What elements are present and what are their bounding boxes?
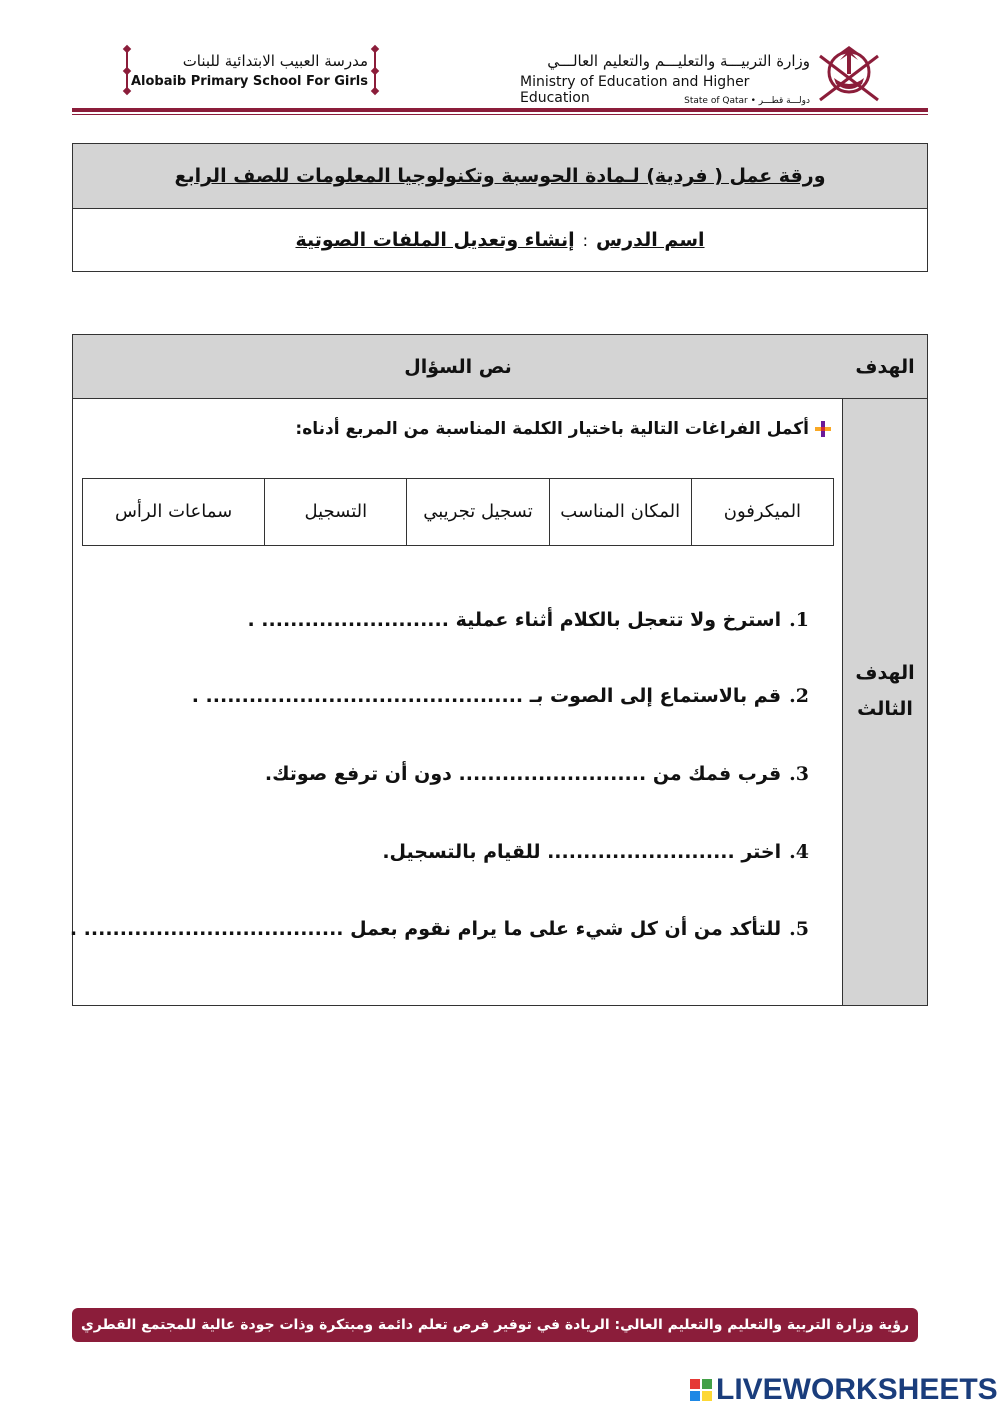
question-text: للتأكد من أن كل شيء على ما يرام نقوم بعمل .................................... . xyxy=(69,918,782,940)
question-text: قم بالاستماع إلى الصوت بـ ............................................ . xyxy=(191,685,782,707)
question-2[interactable] xyxy=(192,685,809,707)
word-bank xyxy=(82,478,834,546)
lesson-label: اسم الدرس xyxy=(596,229,705,251)
worksheet-title: ورقة عمل ( فردية) لـمادة الحوسبة وتكنولوجيا المعلومات للصف الرابع xyxy=(174,165,826,187)
liveworksheets-logo-icon xyxy=(690,1379,712,1401)
question-number: 3. xyxy=(789,763,809,785)
ministry-name-arabic: وزارة التربيـــة والتعليـــم والتعليم العالـــي xyxy=(547,52,810,70)
word-bank-item: الميكرفون xyxy=(691,479,833,545)
question-number: 5. xyxy=(789,918,809,940)
question-1[interactable] xyxy=(247,609,809,631)
question-number: 2. xyxy=(789,685,809,707)
liveworksheets-watermark xyxy=(690,1370,998,1410)
worksheet-title-box xyxy=(72,143,928,272)
ministry-name-english: Ministry of Education and Higher Education xyxy=(520,74,750,106)
title-row xyxy=(73,144,927,209)
vision-text: رؤية وزارة التربية والتعليم والتعليم العالي: الريادة في توفير فرص تعلم دائمة ومبتكرة وذات جودة عالية للمجتمع القطري xyxy=(80,1317,910,1333)
school-name-english: Alobaib Primary School For Girls xyxy=(130,74,368,89)
word-bank-item: المكان المناسب xyxy=(549,479,691,545)
goal-column-header: الهدف xyxy=(843,335,927,399)
school-name-arabic: مدرسة العبيب الابتدائية للبنات xyxy=(182,52,368,70)
question-5[interactable] xyxy=(70,918,809,940)
lesson-separator: : xyxy=(582,230,589,250)
question-4[interactable] xyxy=(382,841,809,863)
qatar-emblem-icon xyxy=(814,36,884,108)
question-3[interactable] xyxy=(265,763,809,785)
word-bank-item: سماعات الرأس xyxy=(114,501,233,522)
vision-footer xyxy=(72,1308,918,1342)
question-table xyxy=(69,334,928,1006)
instruction xyxy=(295,419,831,439)
state-label: State of Qatar • دولـــة قطـــر xyxy=(684,96,810,106)
question-number: 4. xyxy=(789,841,809,863)
instruction-text: أكمل الفراغات التالية باختيار الكلمة المناسبة من المربع أدناه: xyxy=(295,419,809,439)
ornament-diamond xyxy=(371,67,379,75)
ornament-diamond xyxy=(123,45,131,53)
watermark-text: LIVEWORKSHEETS xyxy=(716,1373,998,1406)
ministry-header xyxy=(520,38,820,110)
ornament-diamond xyxy=(371,45,379,53)
header-rule-thin xyxy=(72,114,928,115)
question-text: قرب فمك من .......................... دون أن ترفع صوتك. xyxy=(264,763,782,785)
ornament-diamond xyxy=(371,87,379,95)
school-header xyxy=(112,46,388,96)
word-bank-item: تسجيل تجريبي xyxy=(406,479,548,545)
goal-value-line2: الثالث xyxy=(857,698,913,720)
goal-value-line1: الهدف xyxy=(855,662,915,684)
question-text: اختر .......................... للقيام بالتسجيل. xyxy=(382,841,782,863)
plus-bullet-icon xyxy=(815,421,831,437)
header-rule xyxy=(72,108,928,112)
question-number: 1. xyxy=(789,609,809,631)
question-text: استرخ ولا تتعجل بالكلام أثناء عملية .......................... . xyxy=(247,609,782,631)
question-header-text: نص السؤال xyxy=(404,355,512,378)
word-bank-item: التسجيل xyxy=(264,479,406,545)
lesson-name: إنشاء وتعديل الملفات الصوتية xyxy=(295,229,575,251)
question-column-header xyxy=(73,335,843,399)
goal-value xyxy=(843,655,927,727)
lesson-row xyxy=(73,209,927,271)
